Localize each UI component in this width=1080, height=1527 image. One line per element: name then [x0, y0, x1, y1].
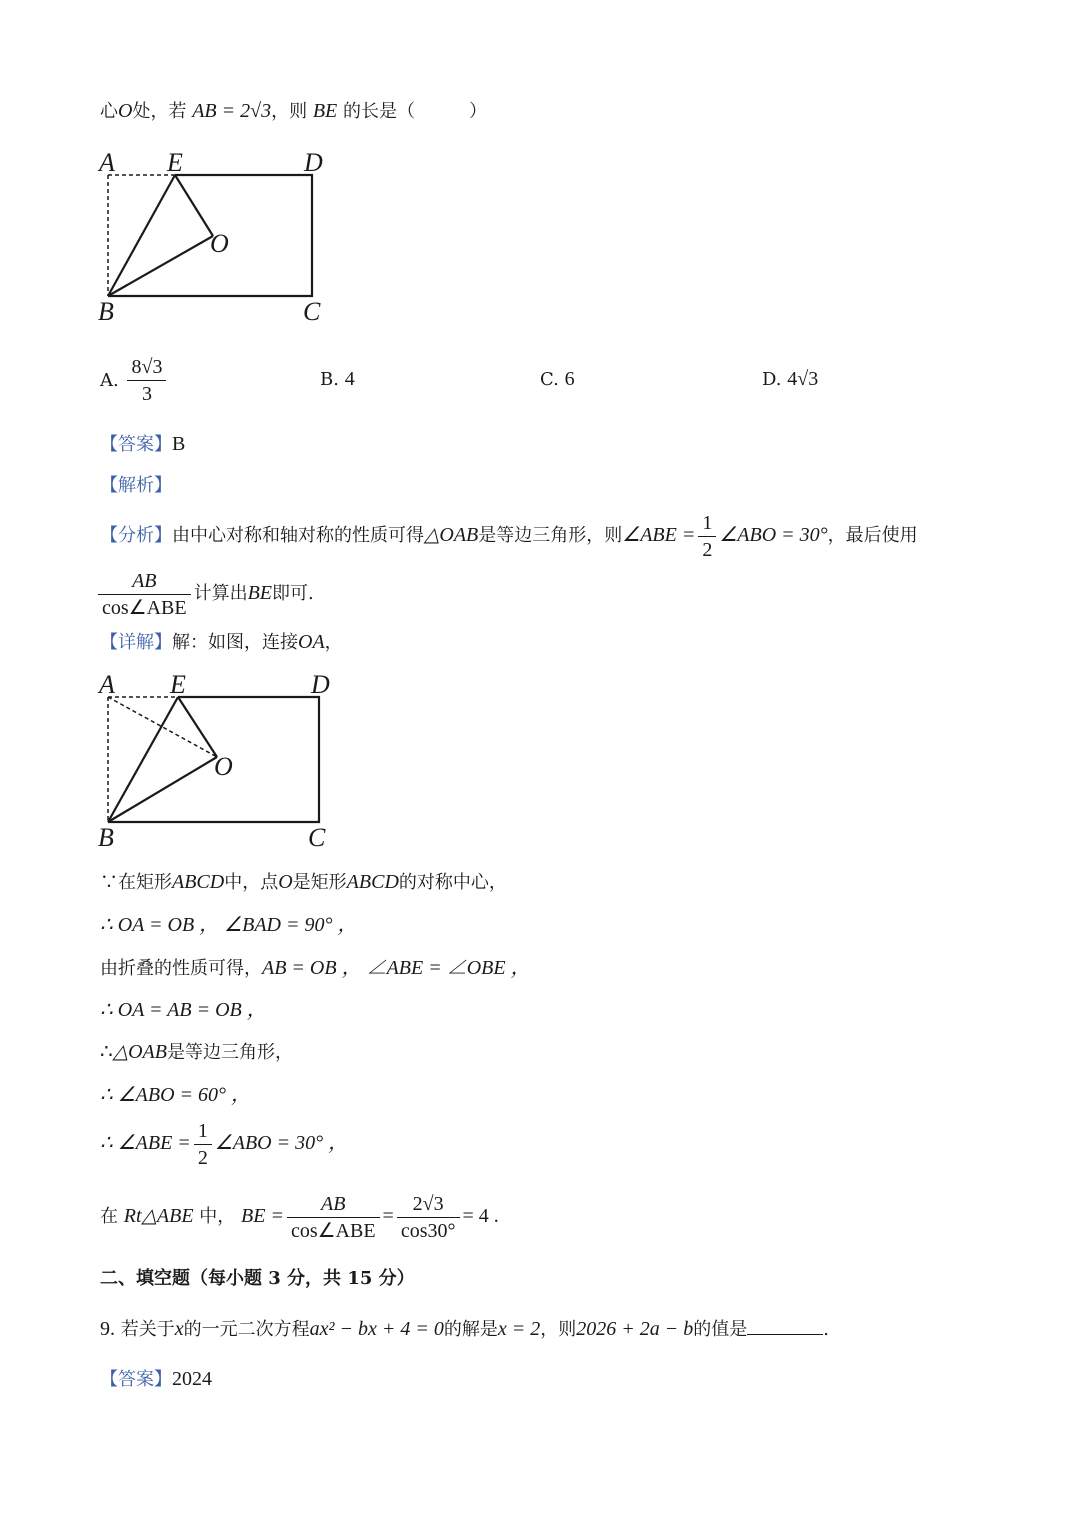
fenxi-text: 计算出	[193, 583, 248, 604]
segment-be	[108, 697, 178, 822]
label-o: O	[210, 229, 229, 258]
step-result: = 4 .	[462, 1205, 499, 1227]
stem-text: 心	[100, 101, 118, 122]
step-2: ∴ OA = OB ， ∠BAD = 90° ，	[100, 914, 358, 936]
answer-value: B	[172, 433, 186, 455]
step-3	[100, 955, 531, 982]
triangle-oab: △OAB	[112, 1041, 167, 1063]
equals-sign: =	[382, 1205, 394, 1227]
option-a-fraction	[127, 354, 166, 407]
ratio-fraction	[98, 568, 191, 621]
option-letter: B.	[320, 369, 339, 390]
fraction-numerator: 2√3	[397, 1191, 460, 1218]
step-4: ∴ OA = AB = OB ，	[100, 999, 267, 1021]
value-fraction	[397, 1191, 460, 1244]
detail-line	[100, 629, 343, 656]
fenxi-line-2	[98, 566, 314, 621]
step-text: 中，点	[224, 872, 279, 893]
stem-condition: AB = 2√3	[192, 100, 272, 122]
expression: 2026 + 2a − b	[576, 1318, 694, 1340]
option-letter: C.	[540, 369, 559, 390]
answer-value: 2024	[172, 1368, 212, 1390]
ratio-fraction	[287, 1191, 380, 1244]
option-value: 4√3	[787, 368, 819, 390]
question-number: 9.	[100, 1318, 115, 1340]
stem-target: BE	[312, 100, 338, 122]
triangle-oab: △OAB	[424, 524, 479, 546]
fraction-denominator: 2	[702, 538, 713, 561]
label-d: D	[311, 670, 330, 699]
fraction-denominator: 3	[141, 383, 152, 405]
label-e: E	[167, 148, 183, 177]
step-text: 在	[100, 1206, 118, 1227]
fraction-denominator: cos∠ABE	[102, 596, 187, 619]
triangle-abe: Rt△ABE	[123, 1205, 194, 1227]
half-fraction	[698, 510, 716, 563]
fenxi-text: 由中心对称和轴对称的性质可得	[172, 525, 424, 546]
dashed-ao	[108, 697, 217, 757]
analysis-tag: 【解析】	[100, 475, 172, 496]
variable-x: x	[174, 1318, 184, 1340]
section-2-title: 二、填空题（每小题 3 分，共 15 分）	[100, 1268, 415, 1289]
fenxi-equation: ∠ABO = 30°	[719, 524, 828, 546]
option-c	[540, 368, 575, 391]
label-b: B	[98, 823, 114, 852]
segment-oa-label: OA	[298, 631, 325, 653]
fraction-numerator: 8√3	[127, 354, 166, 381]
step-equation: ∠ABO = 30° ，	[214, 1132, 349, 1154]
point-o: O	[118, 100, 133, 122]
segment-eo	[178, 697, 217, 757]
label-a: A	[99, 670, 115, 699]
label-a: A	[99, 148, 115, 177]
option-b	[320, 368, 355, 391]
answer-tag: 【答案】	[100, 434, 172, 455]
step-8	[100, 1189, 499, 1244]
segment-be-label: BE	[247, 582, 273, 604]
fraction-numerator: AB	[98, 568, 191, 595]
half-fraction	[194, 1118, 212, 1171]
fraction-denominator: 2	[197, 1146, 208, 1169]
step-7	[100, 1116, 348, 1171]
stem-text: 的长是（ ）	[343, 101, 487, 122]
question9	[100, 1316, 829, 1343]
fenxi-equation: ∠ABE =	[622, 524, 696, 546]
stem-text: 处，若	[132, 101, 187, 122]
question-text: 的解是	[443, 1319, 498, 1340]
question-text: .	[823, 1319, 829, 1340]
question-text: ，则	[540, 1319, 577, 1340]
label-c: C	[308, 823, 326, 852]
fraction-numerator: 1	[698, 510, 716, 537]
segment-bo	[108, 757, 217, 822]
rectangle-abcd: ABCD	[346, 871, 399, 893]
figure-1	[90, 140, 350, 330]
step-equation: BE =	[241, 1205, 284, 1227]
point-o: O	[278, 871, 293, 893]
fenxi-line	[100, 508, 918, 563]
detail-text: ，	[324, 632, 343, 653]
option-a	[100, 354, 169, 407]
label-o: O	[214, 752, 233, 781]
answer9-line	[100, 1366, 212, 1393]
option-letter: D.	[762, 369, 782, 390]
segment-eo	[175, 175, 213, 236]
step-text: ∵在矩形	[100, 872, 172, 893]
option-value: 6	[564, 368, 575, 390]
quadratic-equation: ax² − bx + 4 = 0	[309, 1318, 444, 1340]
solution: x = 2	[497, 1318, 541, 1340]
rectangle-abcd: ABCD	[172, 871, 225, 893]
step-equation: AB = OB ， ∠ABE = ∠OBE ，	[262, 957, 531, 979]
therefore-symbol: ∴	[100, 1041, 113, 1063]
step-equation: ∴ ∠ABE =	[100, 1132, 191, 1154]
question-text: 的一元二次方程	[183, 1319, 310, 1340]
answer-blank[interactable]	[747, 1334, 823, 1335]
question8-stem	[100, 98, 487, 125]
fraction-numerator: 1	[194, 1118, 212, 1145]
step-5	[100, 1039, 293, 1066]
label-b: B	[98, 297, 114, 326]
fenxi-text: 即可.	[272, 583, 314, 604]
figure-2	[90, 662, 350, 852]
detail-text: 解：如图，连接	[172, 632, 298, 653]
analysis-heading	[100, 473, 172, 499]
step-text: 的对称中心，	[398, 872, 507, 893]
step-text: 由折叠的性质可得，	[100, 958, 262, 979]
option-value: 4	[344, 368, 355, 390]
step-text: 是矩形	[292, 872, 347, 893]
fraction-denominator: cos30°	[400, 1219, 456, 1242]
label-e: E	[170, 670, 186, 699]
fraction-numerator: AB	[287, 1191, 380, 1218]
stem-text: ，则	[271, 101, 308, 122]
fraction-denominator: cos∠ABE	[290, 1219, 376, 1242]
detail-tag: 【详解】	[100, 632, 172, 653]
step-6: ∴ ∠ABO = 60° ，	[100, 1084, 252, 1106]
step-1	[100, 869, 507, 896]
option-letter: A.	[100, 370, 119, 391]
fenxi-text: ，最后使用	[827, 525, 918, 546]
step-text: 中，	[199, 1206, 236, 1227]
fenxi-text: 是等边三角形，则	[478, 525, 623, 546]
label-d: D	[304, 148, 323, 177]
answer-line	[100, 431, 185, 458]
question-text: 若关于	[120, 1319, 175, 1340]
option-d	[762, 368, 818, 391]
answer-tag: 【答案】	[100, 1369, 172, 1390]
fenxi-tag: 【分析】	[100, 525, 172, 546]
label-c: C	[303, 297, 321, 326]
step-text: 是等边三角形，	[167, 1042, 293, 1063]
question-text: 的值是	[693, 1319, 748, 1340]
